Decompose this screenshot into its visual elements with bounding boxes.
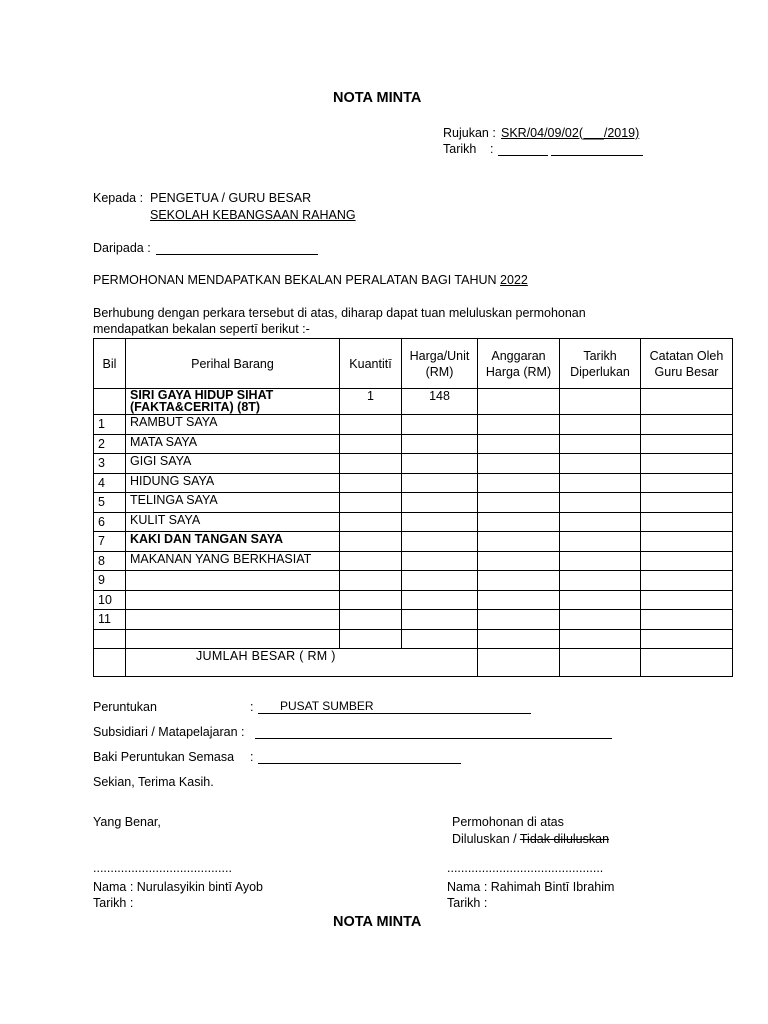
row-item: SIRI GAYA HIDUP SIHAT (FAKTA&CERITA) (8T) bbox=[126, 389, 340, 415]
closing-text: Sekian, Terima Kasih. bbox=[93, 775, 214, 789]
baki-label: Baki Peruntukan Semasa bbox=[93, 750, 235, 764]
table-row bbox=[94, 512, 733, 532]
row-item: KULIT SAYA bbox=[126, 512, 340, 532]
row-bil: 9 bbox=[94, 571, 126, 591]
header-perihal: Perihal Barang bbox=[126, 339, 340, 389]
row-item: RAMBUT SAYA bbox=[126, 415, 340, 435]
header-kuantiti: Kuantitī bbox=[340, 339, 402, 389]
row-qty: 1 bbox=[340, 389, 402, 415]
row-bil: 3 bbox=[94, 454, 126, 474]
bottom-title: NOTA MINTA bbox=[333, 914, 422, 930]
row-bil bbox=[94, 629, 126, 649]
row-bil: 7 bbox=[94, 532, 126, 552]
total-label: JUMLAH BESAR ( RM ) bbox=[126, 649, 478, 677]
peruntukan-label: Peruntukan bbox=[93, 700, 157, 714]
paragraph-line-2: mendapatkan bekalan sepertī berikut :- bbox=[93, 322, 310, 336]
peruntukan-value: PUSAT SUMBER bbox=[280, 699, 374, 713]
table-row bbox=[94, 551, 733, 571]
tarikh-blank-2 bbox=[551, 143, 643, 156]
subject-year: 2022 bbox=[500, 273, 528, 287]
table-row bbox=[94, 610, 733, 630]
daripada-label: Daripada : bbox=[93, 241, 151, 255]
table-row bbox=[94, 389, 733, 415]
diluluskan: Diluluskan / bbox=[452, 832, 517, 846]
table-row bbox=[94, 590, 733, 610]
row-bil: 2 bbox=[94, 434, 126, 454]
row-item bbox=[126, 590, 340, 610]
baki-colon: : bbox=[250, 750, 254, 764]
table-row bbox=[94, 473, 733, 493]
row-price: 148 bbox=[402, 389, 478, 415]
peruntukan-field bbox=[258, 700, 531, 714]
row-bil: 6 bbox=[94, 512, 126, 532]
tarikh-right: Tarikh : bbox=[447, 896, 488, 910]
row-bil: 8 bbox=[94, 551, 126, 571]
table-row bbox=[94, 434, 733, 454]
nama-left: Nama : Nurulasyikin bintī Ayob bbox=[93, 880, 263, 894]
tarikh-blank-1 bbox=[498, 143, 548, 156]
paragraph-line-1: Berhubung dengan perkara tersebut di atas, diharap dapat tuan meluluskan permohonan bbox=[93, 306, 586, 320]
table-row bbox=[94, 454, 733, 474]
header-anggaran: Anggaran Harga (RM) bbox=[478, 339, 560, 389]
tarikh-label: Tarikh bbox=[443, 142, 477, 156]
row-item: GIGI SAYA bbox=[126, 454, 340, 474]
kepada-value: PENGETUA / GURU BESAR bbox=[150, 191, 312, 205]
row-item bbox=[126, 571, 340, 591]
nama-right: Nama : Rahimah Bintī Ibrahim bbox=[447, 880, 615, 894]
signature-dots-left: ........................................ bbox=[93, 861, 232, 875]
school-name: SEKOLAH KEBANGSAAN RAHANG bbox=[150, 208, 356, 222]
row-bil: 11 bbox=[94, 610, 126, 630]
tarikh-colon: : bbox=[490, 142, 494, 156]
subject-main: PERMOHONAN MENDAPATKAN BEKALAN PERALATAN BAGI TAHUN bbox=[93, 273, 497, 287]
header-harga-unit: Harga/Unit (RM) bbox=[402, 339, 478, 389]
kepada-label: Kepada : bbox=[93, 191, 144, 205]
subsidiari-blank bbox=[255, 726, 612, 739]
yang-benar: Yang Benar, bbox=[93, 815, 161, 829]
subsidiari-label: Subsidiari / Matapelajaran : bbox=[93, 725, 245, 739]
header-catatan: Catatan Oleh Guru Besar bbox=[641, 339, 733, 389]
row-item: MAKANAN YANG BERKHASIAT bbox=[126, 551, 340, 571]
table-body bbox=[94, 415, 733, 649]
signature-dots-right: ............................................. bbox=[447, 861, 604, 875]
row-bil: 5 bbox=[94, 493, 126, 513]
header-bil: Bil bbox=[94, 339, 126, 389]
permohonan-text: Permohonan di atas bbox=[452, 815, 564, 829]
peruntukan-colon: : bbox=[250, 700, 254, 714]
baki-blank bbox=[258, 751, 461, 764]
row-item bbox=[126, 610, 340, 630]
rujukan-label: Rujukan : bbox=[443, 126, 496, 140]
header-tarikh: Tarikh Diperlukan bbox=[560, 339, 641, 389]
row-bil: 1 bbox=[94, 415, 126, 435]
items-table bbox=[93, 338, 733, 677]
rujukan-value: SKR/04/09/02(___/2019) bbox=[501, 126, 640, 140]
tarikh-left: Tarikh : bbox=[93, 896, 134, 910]
tidak-diluluskan: Tidak diluluskan bbox=[519, 832, 610, 846]
subject-text bbox=[93, 273, 528, 287]
table-row bbox=[94, 571, 733, 591]
row-item: TELINGA SAYA bbox=[126, 493, 340, 513]
row-bil: 4 bbox=[94, 473, 126, 493]
row-item bbox=[126, 629, 340, 649]
table-row bbox=[94, 415, 733, 435]
row-item: HIDUNG SAYA bbox=[126, 473, 340, 493]
approval-line bbox=[452, 832, 609, 846]
table-row bbox=[94, 493, 733, 513]
table-row bbox=[94, 532, 733, 552]
table-header-row bbox=[94, 339, 733, 389]
daripada-blank bbox=[156, 242, 318, 255]
total-row bbox=[94, 649, 733, 677]
row-item: KAKI DAN TANGAN SAYA bbox=[126, 532, 340, 552]
page-title: NOTA MINTA bbox=[333, 90, 422, 106]
table-row bbox=[94, 629, 733, 649]
row-item: MATA SAYA bbox=[126, 434, 340, 454]
row-bil: 10 bbox=[94, 590, 126, 610]
